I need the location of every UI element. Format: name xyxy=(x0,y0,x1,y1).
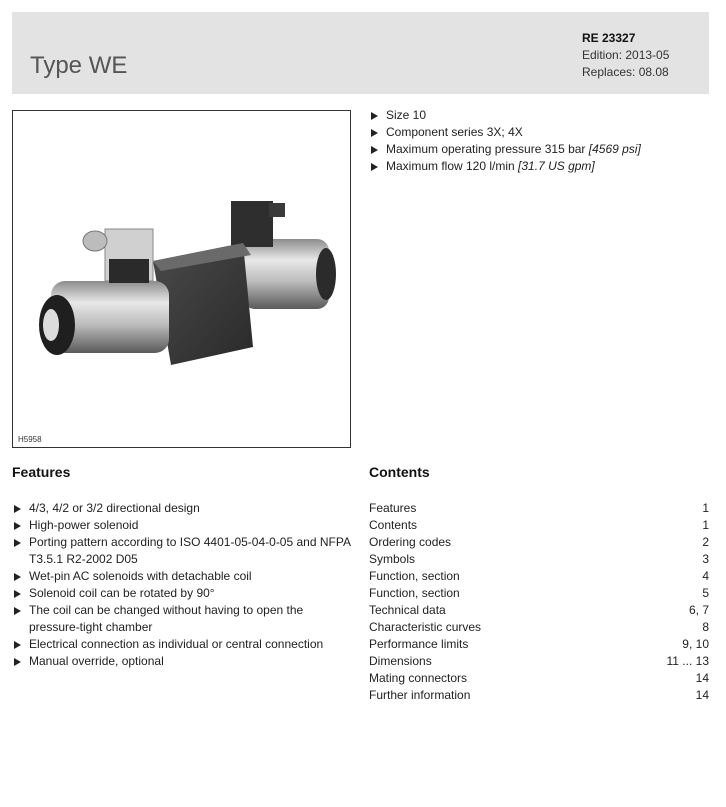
contents-row[interactable] xyxy=(369,653,709,670)
contents-row[interactable] xyxy=(369,670,709,687)
contents-label: Symbols xyxy=(369,552,416,566)
summary-note: [4569 psi] xyxy=(588,142,641,156)
front-knob-face xyxy=(43,309,59,341)
feature-item: 4/3, 4/2 or 3/2 directional design xyxy=(12,500,357,517)
contents-page: 14 xyxy=(695,671,709,685)
page-title: Type WE xyxy=(30,52,128,79)
contents-label: Ordering codes xyxy=(369,535,452,549)
contents-page: 3 xyxy=(702,552,709,566)
contents-row[interactable] xyxy=(369,500,709,517)
product-photo xyxy=(12,110,351,448)
features-list xyxy=(12,500,357,670)
features-heading: Features xyxy=(12,464,71,480)
contents-page: 2 xyxy=(702,535,709,549)
header-band xyxy=(12,12,709,94)
rear-knob xyxy=(316,248,336,300)
contents-label: Dimensions xyxy=(369,654,432,668)
feature-item: Porting pattern according to ISO 4401-05-04-0-05 and NFPA T3.5.1 R2-2002 D05 xyxy=(12,534,357,568)
contents-page: 4 xyxy=(702,569,709,583)
contents-label: Function, section xyxy=(369,586,460,600)
contents-page: 1 xyxy=(702,518,709,532)
contents-row[interactable] xyxy=(369,568,709,585)
contents-row[interactable] xyxy=(369,517,709,534)
feature-item: The coil can be changed without having to open the pressure-tight chamber xyxy=(12,602,357,636)
summary-item xyxy=(369,158,641,175)
feature-item: Wet-pin AC solenoids with detachable coil xyxy=(12,568,357,585)
contents-row[interactable] xyxy=(369,602,709,619)
contents-label: Performance limits xyxy=(369,637,469,651)
summary-item xyxy=(369,141,641,158)
contents-label: Features xyxy=(369,501,417,515)
document-meta xyxy=(582,30,669,81)
summary-note: [31.7 US gpm] xyxy=(518,159,595,173)
contents-page: 1 xyxy=(702,501,709,515)
edition-text: Edition: 2013-05 xyxy=(582,48,670,62)
contents-page: 5 xyxy=(702,586,709,600)
summary-text: Maximum operating pressure 315 bar xyxy=(386,142,589,156)
feature-item: Electrical connection as individual or central connection xyxy=(12,636,357,653)
replaces-text: Replaces: 08.08 xyxy=(582,65,669,79)
contents-row[interactable] xyxy=(369,619,709,636)
contents-page: 8 xyxy=(702,620,709,634)
contents-page: 6, 7 xyxy=(688,603,709,617)
feature-item: High-power solenoid xyxy=(12,517,357,534)
feature-item: Solenoid coil can be rotated by 90° xyxy=(12,585,357,602)
contents-label: Function, section xyxy=(369,569,460,583)
contents-page: 14 xyxy=(695,688,709,702)
contents-label: Technical data xyxy=(369,603,446,617)
cable-gland xyxy=(83,231,107,251)
summary-text: Maximum flow 120 l/min xyxy=(386,159,519,173)
valve-illustration xyxy=(13,111,350,447)
summary-text: Component series 3X; 4X xyxy=(386,125,523,139)
rear-connector-cap xyxy=(269,203,285,217)
summary-item xyxy=(369,124,641,141)
contents-label: Contents xyxy=(369,518,418,532)
contents-label: Further information xyxy=(369,688,471,702)
contents-row[interactable] xyxy=(369,687,709,704)
contents-table xyxy=(369,500,709,704)
photo-label: H5958 xyxy=(18,435,42,444)
contents-page: 11 ... 13 xyxy=(666,654,709,668)
front-connector-base xyxy=(109,259,149,283)
contents-page: 9, 10 xyxy=(682,637,709,651)
feature-item: Manual override, optional xyxy=(12,653,357,670)
contents-label: Characteristic curves xyxy=(369,620,482,634)
contents-row[interactable] xyxy=(369,551,709,568)
contents-row[interactable] xyxy=(369,585,709,602)
document-number: RE 23327 xyxy=(582,31,636,45)
contents-label: Mating connectors xyxy=(369,671,468,685)
contents-row[interactable] xyxy=(369,534,709,551)
summary-item xyxy=(369,107,641,124)
contents-row[interactable] xyxy=(369,636,709,653)
summary-list xyxy=(369,107,641,175)
rear-connector xyxy=(231,201,273,247)
summary-text: Size 10 xyxy=(386,108,427,122)
contents-heading: Contents xyxy=(369,464,430,480)
